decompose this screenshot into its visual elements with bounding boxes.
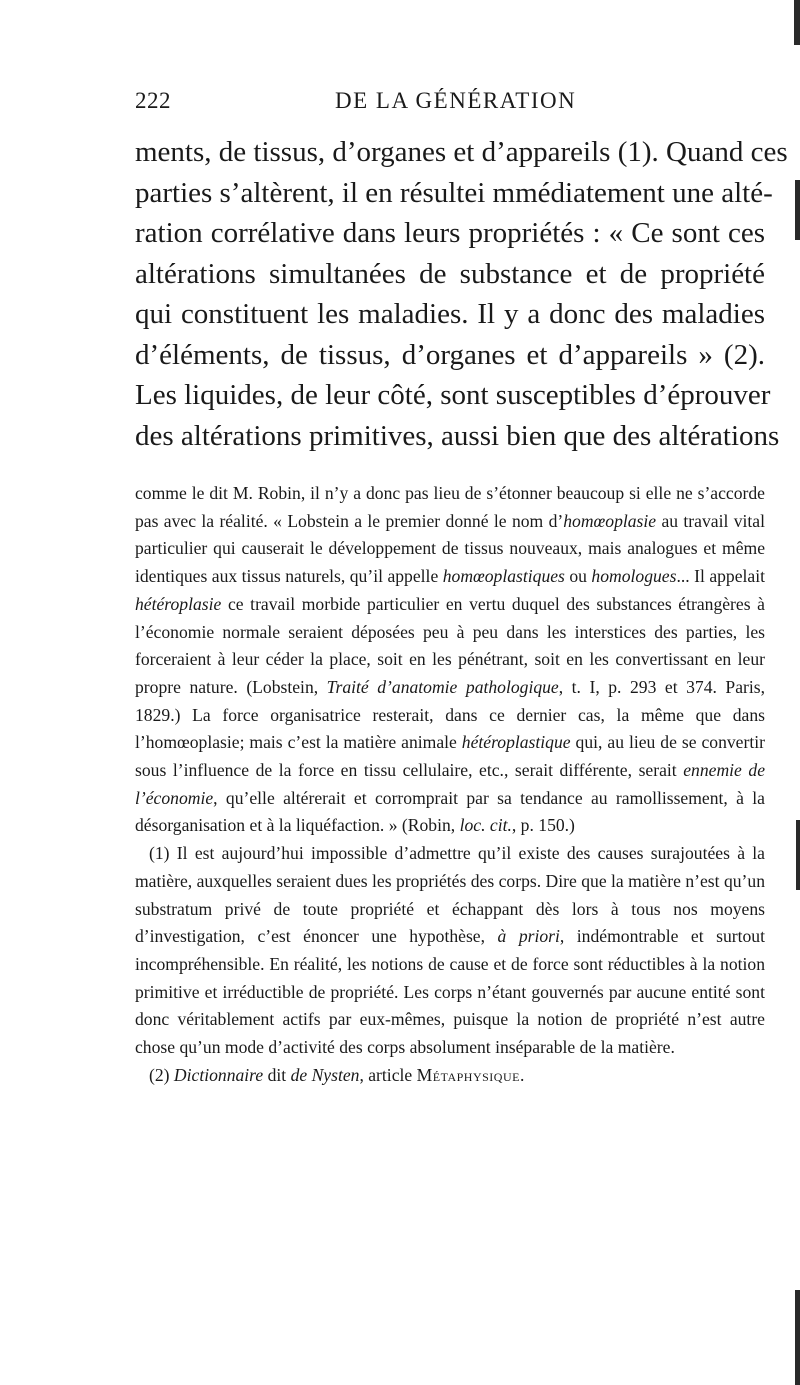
note-italic: Traité d’anatomie pathologique [326,676,559,697]
note-italic: Dictionnaire [173,1064,264,1085]
note-italic: homologues [591,566,677,587]
note-italic: hétéroplastique [461,732,571,753]
note-text: qui, au lieu de se convertir sous l’influence de la force en tissu cellulaire, etc., serait différente, serait [135,732,765,781]
footnote-1 [135,840,765,1062]
running-header [135,88,745,122]
note-italic: ennemie de l’économie [135,760,766,808]
note-text: , indémontrable et surtout incompréhensible. En réalité, les notions de cause et de force sont réductibles à la notion primitive et irréductible de propriété. Les corps n’étant gouvernés par aucune entité sont donc véritablement actifs par eux-mêmes, puisque la notion de propriété n’est autre chose qu’un mode d’activité des corps absolument inséparable de la matière. [135,926,765,1058]
chapter-title: DE LA GÉNÉRATION [335,88,577,113]
note-text: comme le dit M. Robin, il n’y a donc pas lieu de s’étonner beaucoup si elle ne s’accorde pas avec la réalité. « Lobstein a le premier donné le nom d’ [135,483,765,531]
text-line: ments, de tissus, d’organes et d’appareils (1). Quand ces [135,136,788,168]
main-text-block [135,132,788,456]
text-line: Les liquides, de leur côté, sont susceptibles d’éprouver [135,379,771,411]
note-text: au travail vital particulier qui causerait le développement de tissus nouveaux, mais analogues et même identiques aux tissus naturels, qu’il appelle [135,510,765,587]
page-number: 222 [135,88,171,113]
footnote-continuation [135,480,765,840]
page-edge-shadow [795,180,800,240]
note-text: (1) Il est aujourd’hui impossible d’admettre qu’il existe des causes surajoutées à la matière, auxquelles seraient dues les propriétés des corps. Dire que la matière n’est qu’un substratum privé de toute propriété et échappant dès lors à tous nos moyens d’investigation, c’est énoncer une hypothèse, [135,843,765,947]
note-italic: homœoplastiques [442,566,565,587]
note-text: ... Il appelait [676,566,765,587]
note-smallcaps: Métaphysique [416,1064,520,1085]
note-italic: de Nysten [290,1064,360,1085]
footnote-2 [135,1062,765,1090]
note-text: , p. 150.) [511,815,575,836]
text-line: des altérations primitives, aussi bien que des altérations [135,419,780,452]
note-text: ce travail morbide particulier en vertu duquel des substances étrangères à l’économie normale seraient déposées peu à peu dans les interstices des parties, les forceraient à leur céder la place, soit en les pénétrant, soit en les convertissant en leur propre nature. (Lobstein, [135,593,765,697]
note-text: dit [263,1064,291,1085]
note-text: . [519,1064,525,1085]
text-line: altérations simultanées de substance et de propriété [135,257,765,290]
text-line: d’éléments, de tissus, d’organes et d’appareils » (2). [135,338,765,371]
page-edge-shadow [795,1290,800,1385]
note-italic: à priori [497,926,560,947]
page-edge-shadow [794,0,800,45]
note-italic: loc. cit. [459,815,512,836]
text-line: ration corrélative dans leurs propriétés : « Ce sont ces [135,217,765,249]
note-text: , article [359,1064,417,1085]
note-text: ou [564,566,592,587]
footnotes [135,480,765,1089]
note-italic: homœoplasie [563,510,657,531]
note-text: , qu’elle altérerait et corromprait par sa tendance au ramollissement, à la désorganisation et à la liquéfaction. » (Robin, [135,787,765,836]
note-text: (2) [149,1064,174,1085]
note-text: , t. I, p. 293 et 374. Paris, 1829.) La force organisatrice resterait, dans ce dernier cas, la même que dans l’homœoplasie; mais c’est la matière animale [135,676,766,753]
page-edge-shadow [796,820,800,890]
note-italic: hétéroplasie [135,593,222,614]
text-line: parties s’altèrent, il en résultei mmédiatement une alté- [135,176,773,209]
text-line: qui constituent les maladies. Il y a donc des maladies [135,298,765,330]
